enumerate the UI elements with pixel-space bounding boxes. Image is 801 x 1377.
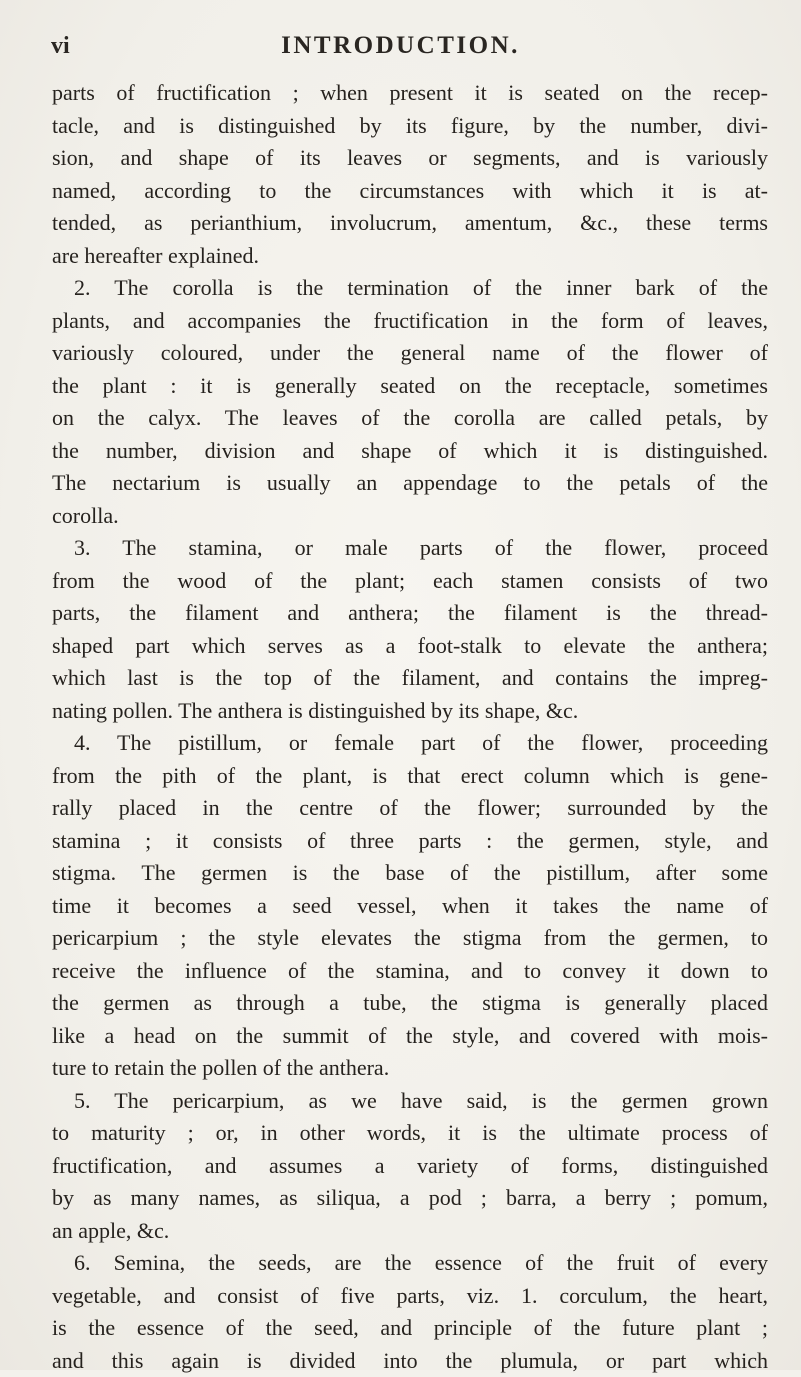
text-line: by as many names, as siliqua, a pod ; barra, a berry ; pomum, (52, 1182, 768, 1215)
text-line: receive the influence of the stamina, and to convey it down to (52, 955, 768, 988)
text-line: rally placed in the centre of the flower; surrounded by the (52, 792, 768, 825)
text-line: variously coloured, under the general name of the flower of (52, 337, 768, 370)
running-title: INTRODUCTION. (0, 32, 801, 60)
text-line: tended, as perianthium, involucrum, amentum, &c., these terms (52, 207, 768, 240)
text-line: the plant : it is generally seated on the receptacle, sometimes (52, 370, 768, 403)
text-line: corolla. (52, 500, 768, 533)
text-line: 4. The pistillum, or female part of the flower, proceeding (52, 727, 768, 760)
text-line: nating pollen. The anthera is distinguished by its shape, &c. (52, 695, 768, 728)
text-line: parts of fructification ; when present it is seated on the recep- (52, 77, 768, 110)
text-line: is the essence of the seed, and principle of the future plant ; (52, 1312, 768, 1345)
text-line: tacle, and is distinguished by its figure, by the number, divi- (52, 110, 768, 143)
text-line: sion, and shape of its leaves or segments, and is variously (52, 142, 768, 175)
text-line: plants, and accompanies the fructification in the form of leaves, (52, 305, 768, 338)
text-line: to maturity ; or, in other words, it is the ultimate process of (52, 1117, 768, 1150)
text-line: 2. The corolla is the termination of the inner bark of the (52, 272, 768, 305)
text-line: parts, the filament and anthera; the filament is the thread- (52, 597, 768, 630)
body-text (52, 77, 768, 1377)
text-line: 6. Semina, the seeds, are the essence of the fruit of every (52, 1247, 768, 1280)
text-line: vegetable, and consist of five parts, viz. 1. corculum, the heart, (52, 1280, 768, 1313)
text-line: which last is the top of the filament, and contains the impreg- (52, 662, 768, 695)
text-line: like a head on the summit of the style, and covered with mois- (52, 1020, 768, 1053)
text-line: stamina ; it consists of three parts : the germen, style, and (52, 825, 768, 858)
text-line: an apple, &c. (52, 1215, 768, 1248)
text-line: the number, division and shape of which it is distinguished. (52, 435, 768, 468)
text-line: stigma. The germen is the base of the pistillum, after some (52, 857, 768, 890)
text-line: 5. The pericarpium, as we have said, is the germen grown (52, 1085, 768, 1118)
text-line: time it becomes a seed vessel, when it takes the name of (52, 890, 768, 923)
text-line: The nectarium is usually an appendage to the petals of the (52, 467, 768, 500)
text-line: fructification, and assumes a variety of forms, distinguished (52, 1150, 768, 1183)
text-line: shaped part which serves as a foot-stalk to elevate the anthera; (52, 630, 768, 663)
page-number: vi (51, 33, 70, 60)
text-line: are hereafter explained. (52, 240, 768, 273)
text-line: 3. The stamina, or male parts of the flower, proceed (52, 532, 768, 565)
text-line: pericarpium ; the style elevates the stigma from the germen, to (52, 922, 768, 955)
text-line: and this again is divided into the plumula, or part which (52, 1345, 768, 1377)
text-line: on the calyx. The leaves of the corolla are called petals, by (52, 402, 768, 435)
text-line: named, according to the circumstances with which it is at- (52, 175, 768, 208)
text-line: the germen as through a tube, the stigma is generally placed (52, 987, 768, 1020)
text-line: ture to retain the pollen of the anthera. (52, 1052, 768, 1085)
text-line: from the wood of the plant; each stamen consists of two (52, 565, 768, 598)
text-line: from the pith of the plant, is that erect column which is gene- (52, 760, 768, 793)
